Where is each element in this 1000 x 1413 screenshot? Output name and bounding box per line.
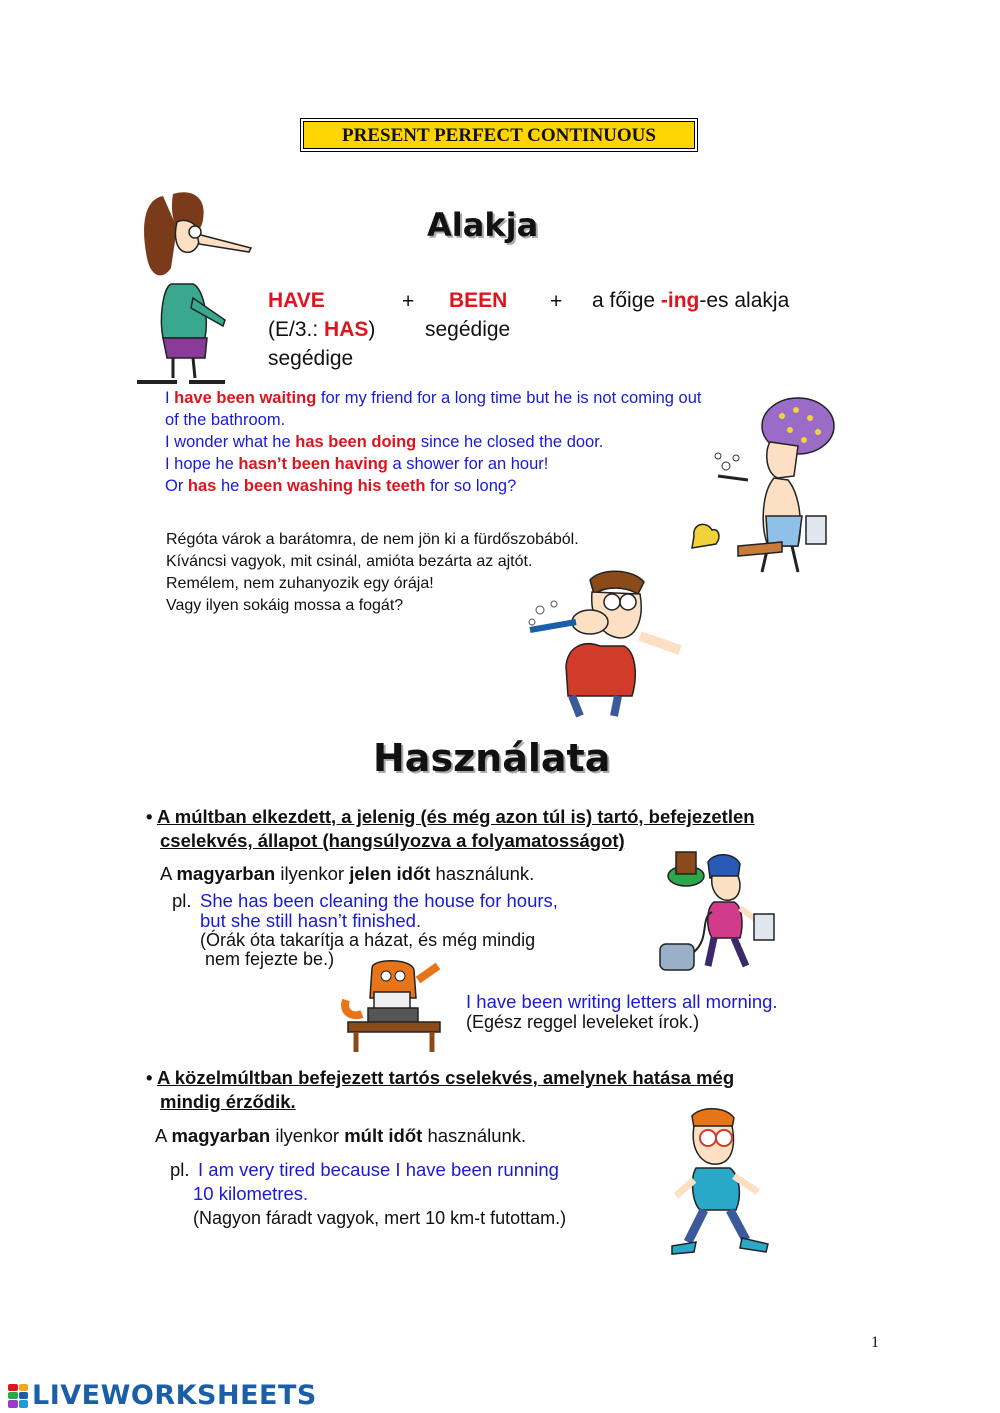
usage-2-translation: (Nagyon fáradt vagyok, mert 10 km-t futottam.) (193, 1208, 567, 1228)
page-title: PRESENT PERFECT CONTINUOUS (303, 121, 695, 149)
typing-creature-illustration (342, 958, 452, 1054)
ing-suffix: -ing (660, 289, 700, 312)
shower-cap-man-illustration (678, 396, 838, 578)
liveworksheets-logo (8, 1380, 317, 1411)
formula-main-verb (592, 286, 789, 315)
brushing-teeth-man-illustration (520, 566, 690, 718)
example-line: I hope he hasn’t been having a shower for an hour! (165, 455, 549, 473)
main-verb-prefix: a főige (592, 289, 661, 312)
translation-line: Régóta várok a barátomra, de nem jön ki a fürdőszobából. (166, 531, 579, 548)
main-verb-suffix: -es alakja (699, 289, 790, 312)
usage-1-translation-2: (Egész reggel leveleket írok.) (466, 1012, 700, 1032)
usage-1-example-1: She has been cleaning the house for hours, (200, 890, 558, 911)
usage-2-note: A magyarban ilyenkor múlt időt használunk. (155, 1125, 527, 1146)
usage-1-translation-1: (Órák óta takarítja a házat, és még mindig (200, 930, 536, 950)
usage-1-pl: pl. (172, 890, 192, 911)
has-word: HAS (324, 318, 369, 341)
usage-1-note: A magyarban ilyenkor jelen időt használunk. (160, 863, 535, 884)
usage-1-translation-1-line-2: nem fejezte be.) (205, 949, 335, 969)
cleaning-woman-illustration (650, 848, 790, 978)
translation-line: Vagy ilyen sokáig mossa a fogát? (166, 597, 404, 614)
formula-been: BEEN (449, 289, 508, 312)
usage-1-example-1-line-2: but she still hasn’t finished. (200, 910, 422, 931)
form-heading: Alakja (427, 206, 539, 244)
bullet-marker: • (146, 806, 153, 827)
usage-1-title (146, 805, 755, 829)
page-number: 1 (871, 1334, 879, 1351)
usage-1-title-line-2: cselekvés, állapot (hangsúlyozva a folyamatosságot) (160, 830, 625, 851)
examples-english (165, 387, 765, 497)
usage-2-example-line-2: 10 kilometres. (193, 1183, 309, 1204)
translation-line: Remélem, nem zuhanyozik egy órája! (166, 575, 434, 592)
usage-2-example: I am very tired because I have been running (198, 1159, 559, 1180)
usage-1-example-2: I have been writing letters all morning. (466, 991, 778, 1012)
example-line: I wonder what he has been doing since he closed the door. (165, 433, 604, 451)
formula-aux-have: segédige (268, 347, 354, 370)
translation-line: Kíváncsi vagyok, mit csinál, amióta bezárta az ajtót. (166, 553, 533, 570)
example-line: Or has he been washing his teeth for so long? (165, 477, 517, 495)
usage-1-title-line-1: A múltban elkezdett, a jelenig (és még azon túl is) tartó, befejezetlen (156, 806, 755, 827)
usage-2-title-line-2: mindig érződik. (160, 1091, 296, 1112)
formula-e3-has (268, 315, 375, 344)
bullet-marker: • (146, 1067, 153, 1088)
e3-open: (E/3.: (268, 318, 325, 341)
usage-2-pl: pl. (170, 1159, 190, 1180)
usage-heading: Használata (373, 736, 611, 780)
formula-plus-2: + (550, 290, 563, 313)
example-line: I have been waiting for my friend for a long time but he is not coming out (165, 389, 702, 407)
formula-aux-been: segédige (425, 318, 511, 341)
running-boy-illustration (666, 1106, 776, 1264)
formula-plus-1: + (402, 290, 415, 313)
usage-2-title (146, 1066, 734, 1090)
formula-have: HAVE (268, 289, 325, 312)
usage-2-title-line-1: A közelmúltban befejezett tartós cselekvés, amelynek hatása még (156, 1067, 735, 1088)
logo-grid-icon (8, 1384, 28, 1408)
woman-pointing-illustration (133, 188, 258, 384)
example-line: of the bathroom. (165, 411, 286, 429)
e3-close: ) (368, 318, 376, 341)
logo-text: LIVEWORKSHEETS (32, 1380, 317, 1411)
